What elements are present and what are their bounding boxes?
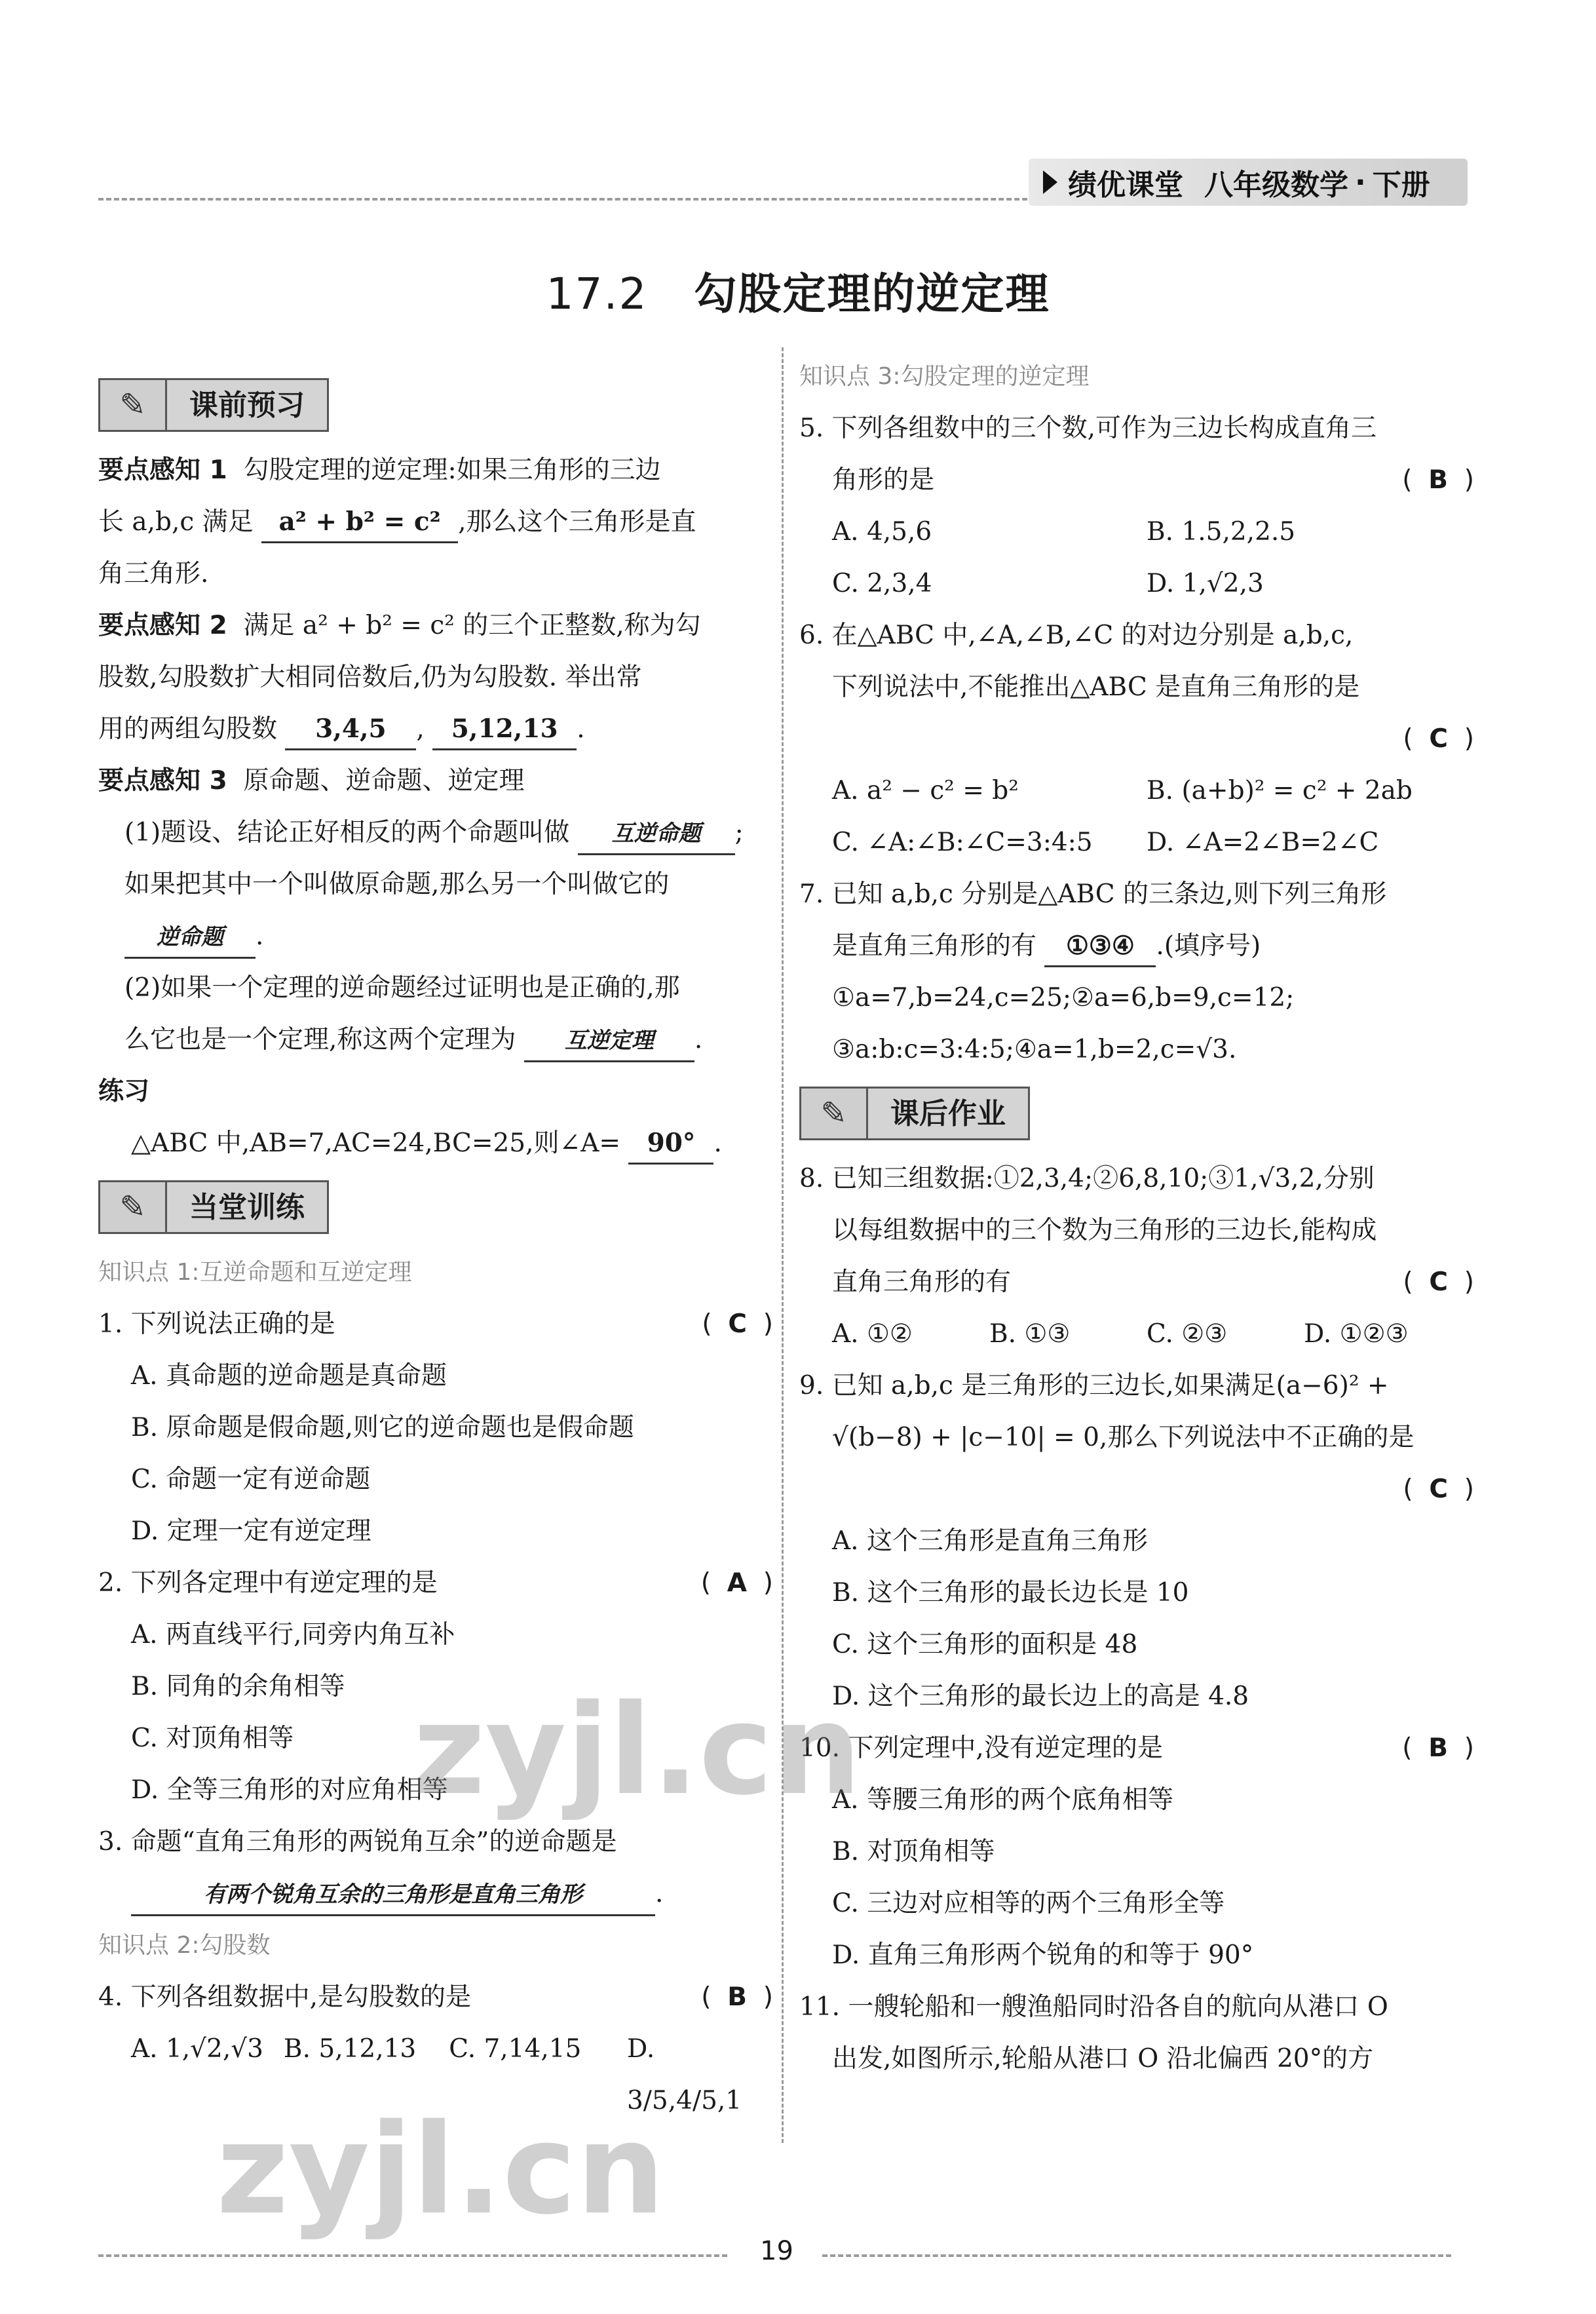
option: A. a² − c² = b²	[832, 776, 1019, 805]
section-preview-label: 课前预习	[167, 378, 329, 432]
left-column: ✎ 课前预习 要点感知 1 勾股定理的逆定理:如果三角形的三边 长 a,b,c 满足 a² + b² = c² ,那么这个三角形是直 角三角形. 要点感知 2 满足 a² + b² = c² 的三个正整数,称为勾 股数,勾股数扩大相同倍数后,仍为勾股数. 举出常 用的两组勾股数 3,4,5 , 5,12,13 . 要点感知 3 原命题、逆命题、逆定理 (1)题设、结论正好相反的两个命题叫做 互逆命题 ; 如果把其中一个叫做原命题,那么另一个叫做它的 逆命题 . (2)如果一个定理的逆命题经过证明也是正确的,那 么它也是一个定理,称这两个定理为 互逆定理 . 练习 △ABC 中,AB=7,AC=24,BC=25,则∠A= 90° . ✎ 当堂训练 知识点 1:互逆命题和互逆定理 1. 下列说法正确的是 ( C ) A. 真命题的逆命题是真命题 B. 原命题是假命题,则它的逆命题也是假命题 C. 命题一定有逆命题 D. 定理一定有逆定理 2. 下列各定理中有逆定理的是 ( A ) A. 两直线平行,同旁内角互补 B. 同角的余角相等 C. 对顶角相等 D. 全等三角形的对应角相等 3. 命题“直角三角形的两锐角互余”的逆命题是 有两个锐角互余的三角形是直角三角形 . 知识点 2:勾股数 4. 下列各组数据中,是勾股数的是 ( B ) A. 1,√2,√3 B. 5,12,13 C. 7,14,15 D. 3/5,4/5,1	[98, 367, 773, 2127]
brand-volume: 下册	[1372, 168, 1430, 202]
question-2: 2. 下列各定理中有逆定理的是 ( A )	[98, 1568, 773, 1598]
key-point-3: 要点感知 3 原命题、逆命题、逆定理	[98, 766, 525, 796]
option: B. 同角的余角相等	[131, 1672, 345, 1701]
answer-blank: 逆命题	[124, 917, 256, 959]
option: C. 三边对应相等的两个三角形全等	[832, 1889, 1225, 1918]
option: D. 全等三角形的对应角相等	[131, 1775, 448, 1805]
pen-paper-icon: ✎	[799, 1087, 868, 1140]
option: B. (a+b)² = c² + 2ab	[1147, 776, 1413, 805]
section-classwork	[98, 1176, 773, 1239]
option: C. ②③	[1147, 1319, 1228, 1349]
answer-blank: 90°	[628, 1123, 713, 1165]
option: A. 4,5,6	[832, 517, 932, 547]
option: D. 直角三角形两个锐角的和等于 90°	[832, 1940, 1254, 1970]
option: D. ①②③	[1304, 1319, 1409, 1349]
option: D. ∠A=2∠B=2∠C	[1147, 828, 1379, 857]
options-row	[799, 1308, 1474, 1360]
question-5: 5. 下列各组数中的三个数,可作为三边长构成直角三	[799, 414, 1377, 443]
section-title: 勾股定理的逆定理	[693, 269, 1050, 319]
key-point-1: 要点感知 1 勾股定理的逆定理:如果三角形的三边	[98, 455, 661, 485]
book-brand	[1029, 159, 1468, 206]
watermark: zyjl.cn	[216, 2097, 665, 2242]
option: D. 这个三角形的最长边上的高是 4.8	[832, 1682, 1249, 1711]
notebook-icon: ✎	[98, 1180, 167, 1234]
options-row	[799, 506, 1474, 558]
footer-rule	[98, 2254, 727, 2257]
option: A. 两直线平行,同旁内角互补	[131, 1620, 455, 1649]
question-6: 6. 在△ABC 中,∠A,∠B,∠C 的对边分别是 a,b,c,	[799, 621, 1354, 650]
options-row	[799, 765, 1474, 817]
column-divider	[782, 347, 784, 2143]
section-preview	[98, 374, 773, 436]
footer-rule	[822, 2254, 1451, 2257]
question-4: 4. 下列各组数据中,是勾股数的是 ( B )	[98, 1982, 773, 2012]
option: B. 对顶角相等	[832, 1837, 995, 1866]
question-3: 3. 命题“直角三角形的两锐角互余”的逆命题是	[98, 1827, 617, 1857]
answer-blank: 3,4,5	[285, 709, 416, 750]
options-row	[799, 817, 1474, 868]
options-row	[799, 558, 1474, 609]
section-homework-label: 课后作业	[868, 1087, 1030, 1140]
question-11: 11. 一艘轮船和一艘渔船同时沿各自的航向从港口 O	[799, 1992, 1388, 2022]
option: B. 原命题是假命题,则它的逆命题也是假命题	[131, 1413, 634, 1442]
answer-blank: a² + b² = c²	[261, 502, 458, 543]
answer-blank: 有两个锐角互余的三角形是直角三角形	[131, 1875, 655, 1916]
option: A. 真命题的逆命题是真命题	[131, 1361, 447, 1391]
option: C. ∠A:∠B:∠C=3:4:5	[832, 828, 1093, 857]
question-8: 8. 已知三组数据:①2,3,4;②6,8,10;③1,√3,2,分别	[799, 1164, 1375, 1193]
option: A. 等腰三角形的两个底角相等	[832, 1785, 1173, 1815]
option: A. 这个三角形是直角三角形	[832, 1526, 1148, 1556]
knowledge-point-3: 知识点 3:勾股定理的逆定理	[799, 363, 1090, 390]
question-1: 1. 下列说法正确的是 ( C )	[98, 1309, 773, 1339]
page-number: 19	[760, 2236, 793, 2266]
brand-arrow-icon	[1043, 170, 1057, 194]
section-homework	[799, 1082, 1474, 1145]
option: D. 1,√2,3	[1147, 569, 1264, 598]
answer-blank: 5,12,13	[432, 709, 577, 750]
answer-blank: ①③④	[1044, 926, 1156, 967]
option: D. 定理一定有逆定理	[131, 1516, 371, 1546]
knowledge-point-1: 知识点 1:互逆命题和互逆定理	[98, 1259, 412, 1286]
brand-dot: ·	[1355, 165, 1366, 199]
practice-question: △ABC 中,AB=7,AC=24,BC=25,则∠A= 90° .	[98, 1117, 773, 1169]
knowledge-point-2: 知识点 2:勾股数	[98, 1932, 271, 1959]
question-9: 9. 已知 a,b,c 是三角形的三边长,如果满足(a−6)² +	[799, 1371, 1389, 1400]
option: D. 3/5,4/5,1	[626, 2034, 742, 2115]
option: B. 1.5,2,2.5	[1147, 517, 1296, 547]
section-number: 17.2	[546, 269, 648, 319]
watermark: zyjl.cn	[413, 1678, 862, 1822]
pencil-book-icon: ✎	[98, 378, 167, 432]
header-rule	[98, 198, 1035, 201]
option: B. 这个三角形的最长边长是 10	[832, 1578, 1189, 1608]
section-classwork-label: 当堂训练	[167, 1180, 329, 1234]
brand-name: 绩优课堂	[1068, 168, 1183, 202]
question-7: 7. 已知 a,b,c 分别是△ABC 的三条边,则下列三角形	[799, 879, 1387, 909]
answer-blank: 互逆命题	[578, 814, 735, 855]
option: C. 这个三角形的面积是 48	[832, 1630, 1138, 1659]
option: A. 1,√2,√3	[131, 2034, 263, 2064]
page-title	[0, 259, 1596, 321]
option: C. 对顶角相等	[131, 1724, 294, 1753]
answer-blank: 互逆定理	[524, 1021, 694, 1062]
option: C. 命题一定有逆命题	[131, 1465, 371, 1494]
brand-grade: 八年级数学	[1204, 168, 1348, 202]
option: B. 5,12,13	[283, 2034, 417, 2064]
option: C. 7,14,15	[449, 2034, 582, 2064]
key-point-2: 要点感知 2 满足 a² + b² = c² 的三个正整数,称为勾	[98, 611, 701, 640]
option: C. 2,3,4	[832, 569, 932, 598]
question-10: 10. 下列定理中,没有逆定理的是 ( B )	[799, 1733, 1474, 1763]
option: A. ①②	[832, 1319, 913, 1349]
practice-label: 练习	[98, 1077, 150, 1106]
option: B. ①③	[989, 1319, 1071, 1349]
right-column: 知识点 3:勾股定理的逆定理 5. 下列各组数中的三个数,可作为三边长构成直角三 角形的是 ( B ) A. 4,5,6 B. 1.5,2,2.5 C. 2,3,4 D. 1,√2,3 6. 在△ABC 中,∠A,∠B,∠C 的对边分别是 a,b,c, 下列说法中,不能推出△ABC 是直角三角形的是 ( C ) A. a² − c² = b² B. (a+b)² = c² + 2ab C. ∠A:∠B:∠C=3:4:5 D. ∠A=2∠B=2∠C 7. 已知 a,b,c 分别是△ABC 的三条边,则下列三角形 是直角三角形的有 ①③④ .(填序号) ①a=7,b=24,c=25;②a=6,b=9,c=12; ③a:b:c=3:4:5;④a=1,b=2,c=√3. ✎ 课后作业 8. 已知三组数据:①2,3,4;②6,8,10;③1,√3,2,分别 以每组数据中的三个数为三角形的三边长,能构成 直角三角形的有 ( C ) A. ①② B. ①③ C. ②③ D. ①②③ 9. 已知 a,b,c 是三角形的三边长,如果满足(a−6)² + √(b−8) + |c−10| = 0,那么下列说法中不正确的是 ( C ) A. 这个三角形是直角三角形 B. 这个三角形的最长边长是 10 C. 这个三角形的面积是 48 D. 这个三角形的最长边上的高是 4.8 10. 下列定理中,没有逆定理的是 ( B ) A. 等腰三角形的两个底角相等 B. 对顶角相等 C. 三边对应相等的两个三角形全等 D. 直角三角形两个锐角的和等于 90° 11. 一艘轮船和一艘渔船同时沿各自的航向从港口 O 出发,如图所示,轮船从港口 O 沿北偏西 20°的方	[799, 351, 1474, 2085]
